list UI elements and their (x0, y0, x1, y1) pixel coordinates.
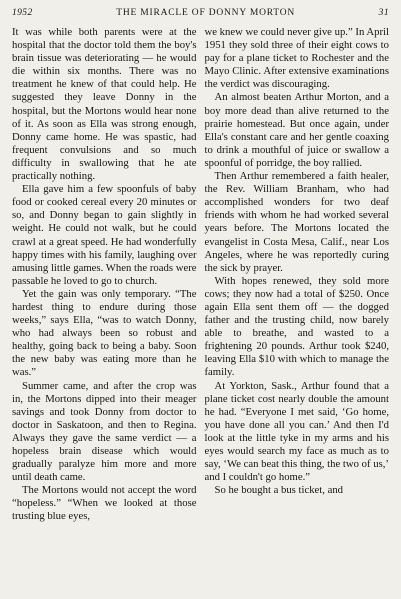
paragraph: With hopes renewed, they sold more cows; they now had a total of $250. Once again Ella sent them off — the dogged father and the trusting child, now barely able to breathe, and wasted to a frightening 20 pounds. Arthur took $240, leaving Ella $10 with which to manage the family. (204, 274, 389, 379)
header-title: THE MIRACLE OF DONNY MORTON (116, 8, 296, 18)
page-number: 31 (378, 8, 389, 18)
text-columns (12, 26, 389, 524)
paragraph: The Mortons would not accept the word “hopeless.” “When we looked at those trusting blue eyes, (12, 484, 197, 523)
right-column (205, 26, 390, 524)
header-year: 1952 (12, 8, 33, 18)
paragraph: It was while both parents were at the hospital that the doctor told them the boy's brain tissue was deteriorating — he would die within six months. There was no treatment he knew of that could help. He suggested they leave Donny in the hospital, but the Mortons would hear none of it. As soon as Ella was strong enough, Donny came home. He was spastic, had frequent convulsions and so much difficulty in swallowing that he ate practically nothing. (12, 26, 197, 183)
paragraph: Then Arthur remembered a faith healer, the Rev. William Branham, who had accomplished wonders for two deaf friends with whom he had worked several years before. The Mortons located the evangelist in Costa Mesa, Calif., near Los Angeles, where he was reportedly curing the sick by prayer. (204, 170, 389, 274)
left-column (12, 26, 197, 524)
paragraph: Summer came, and after the crop was in, the Mortons dipped into their meager savings and took Donny from doctor to doctor in Saskatoon, and then to Regina. Always they gave the same verdict — a hopeless brain disease which would gradually paralyze him more and more until death came. (12, 379, 197, 484)
paragraph: we knew we could never give up.” In April 1951 they sold three of their eight cows to pay for a plane ticket to Rochester and the Mayo Clinic. After extensive examinations the verdict was discouraging. (204, 26, 389, 91)
paragraph: Yet the gain was only temporary. “The hardest thing to endure during those weeks,” says Ella, “was to watch Donny, who had always been so robust and healthy, going back to being a baby. Soon the new baby was eating more than he was.” (12, 287, 197, 379)
paragraph: An almost beaten Arthur Morton, and a boy more dead than alive returned to the prairie homestead. But once again, under Ella's constant care and her gentle coaxing to drink a mouthful of juice or swallow a spoonful of porridge, the boy rallied. (204, 91, 389, 169)
paragraph: So he bought a bus ticket, and (214, 484, 344, 497)
paragraph: Ella gave him a few spoonfuls of baby food or cooked cereal every 20 minutes or so, and Donny began to gain slightly in weight. He could not walk, but he could crawl at a great speed. He had wonderfully happy times with his family, laughing over amusing little games. When the roads were passable he loved to go to church. (12, 183, 197, 287)
paragraph: At Yorkton, Sask., Arthur found that a plane ticket cost nearly double the amount he had. “Everyone I met said, ‘Go home, you have done all you can.’ And then I'd look at the little tyke in my arms and his eyes would search my face as much as to say, ‘We can beat this thing, the two of us,’ and I couldn't go home.” (204, 379, 389, 484)
running-header (12, 8, 389, 22)
